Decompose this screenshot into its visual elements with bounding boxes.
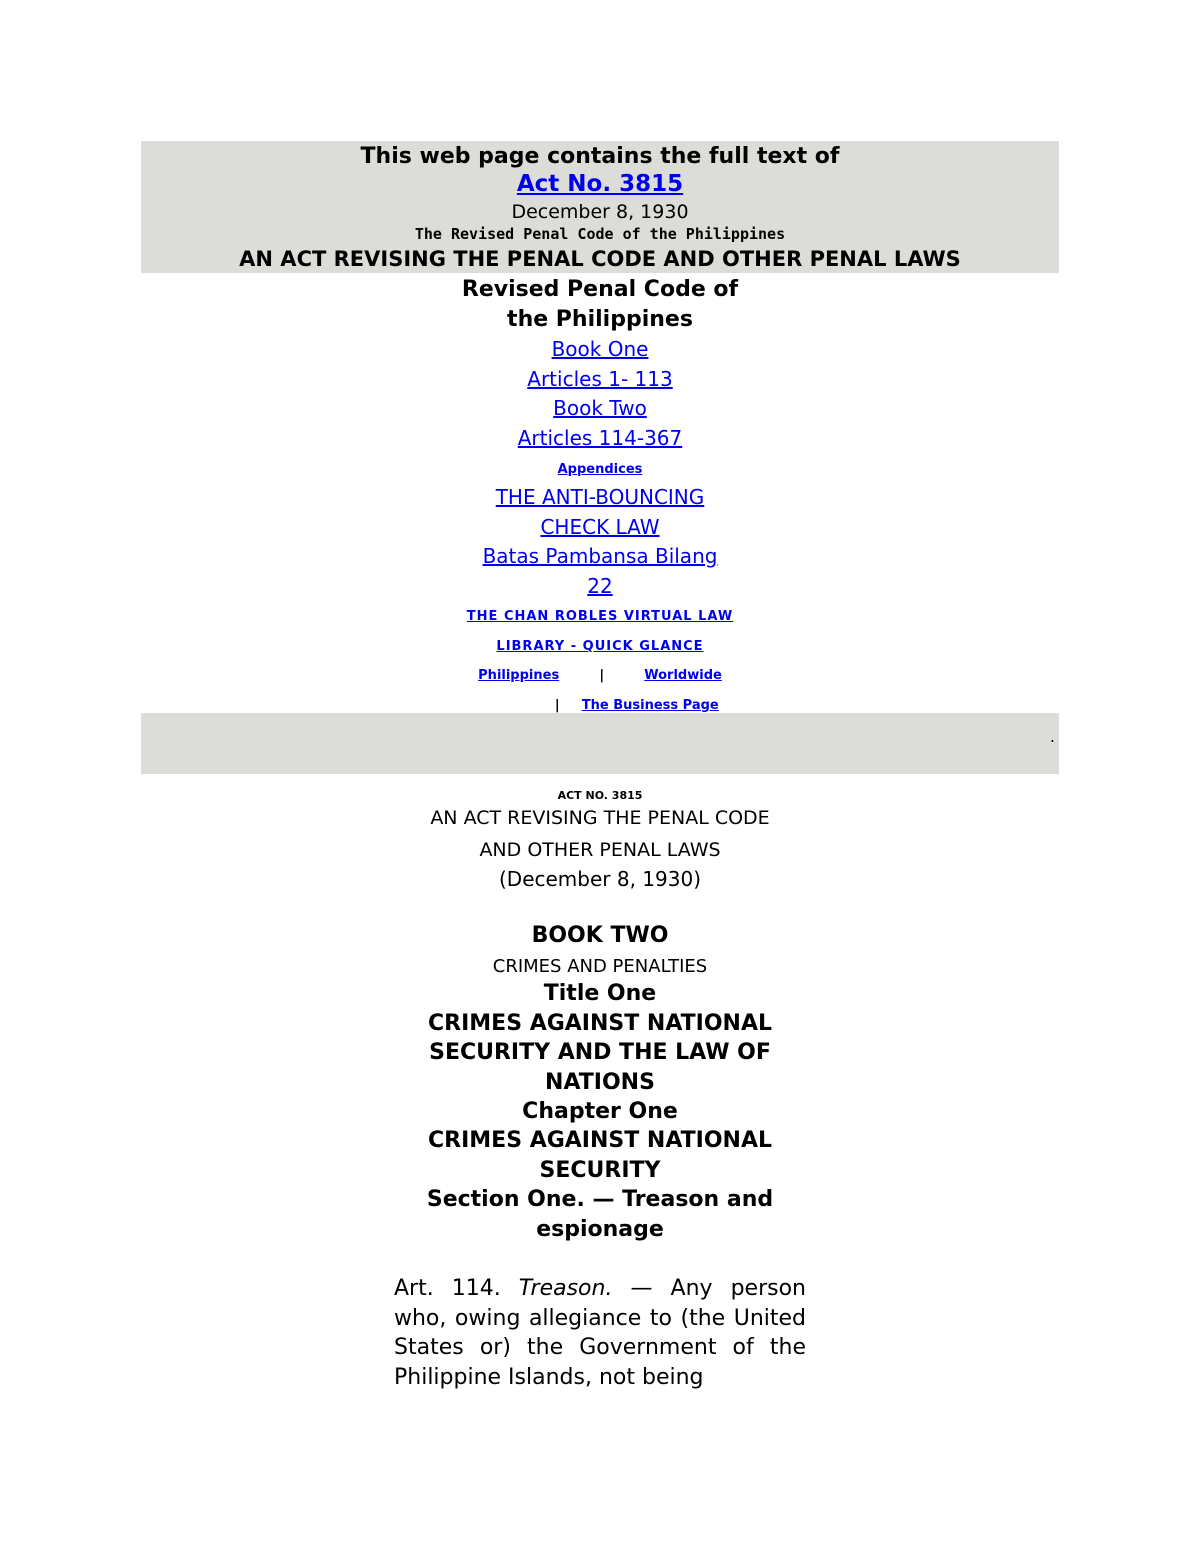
title-name-2: SECURITY AND THE LAW OF: [429, 1040, 771, 1065]
section-heading-2: espionage: [536, 1217, 664, 1242]
act-link[interactable]: Act No. 3815: [516, 171, 684, 197]
toc-heading-2: the Philippines: [507, 307, 693, 332]
anti-bouncing-wrap-1: [0, 485, 1200, 509]
act-subtitle: The Revised Penal Code of the Philippines: [414, 225, 786, 243]
articles-2-wrap: [0, 426, 1200, 450]
library-link-1[interactable]: THE CHAN ROBLES VIRTUAL LAW: [466, 609, 734, 624]
business-links: [0, 698, 1200, 713]
link-separator: |: [599, 668, 605, 683]
article-heading: Treason.: [518, 1276, 613, 1301]
library-link-2[interactable]: LIBRARY - QUICK GLANCE: [496, 639, 704, 654]
act-date: December 8, 1930: [511, 201, 689, 223]
act-no: ACT NO. 3815: [557, 789, 643, 802]
articles-114-367-link[interactable]: Articles 114-367: [517, 426, 683, 450]
footer-band: [141, 713, 1059, 774]
title-name-3: NATIONS: [545, 1070, 655, 1095]
articles-1-wrap: [0, 367, 1200, 391]
link-separator-2: |: [554, 698, 560, 713]
chapter-name-1: CRIMES AGAINST NATIONAL: [428, 1128, 772, 1153]
chapter-heading: Chapter One: [522, 1099, 678, 1124]
book-subheading: CRIMES AND PENALTIES: [492, 956, 708, 977]
section-heading-1: Section One. — Treason and: [426, 1187, 774, 1212]
toc-heading-1: Revised Penal Code of: [461, 277, 739, 302]
anti-bouncing-link-2[interactable]: CHECK LAW: [540, 515, 660, 539]
footer-dot: .: [1049, 727, 1055, 746]
anti-bouncing-wrap-2: [0, 515, 1200, 539]
act-title: AN ACT REVISING THE PENAL CODE AND OTHER PENAL LAWS: [239, 247, 961, 271]
batas-link-1[interactable]: Batas Pambansa Bilang: [482, 544, 718, 568]
philippines-link[interactable]: Philippines: [478, 668, 560, 683]
act-link-wrap: [0, 171, 1200, 197]
book-two-wrap: [0, 396, 1200, 420]
batas-link-2[interactable]: 22: [587, 574, 613, 598]
anti-bouncing-link-1[interactable]: THE ANTI-BOUNCING: [495, 485, 705, 509]
book-heading: BOOK TWO: [531, 923, 669, 948]
article-114: [394, 1274, 806, 1392]
book-one-link[interactable]: Book One: [551, 337, 649, 361]
business-page-link[interactable]: The Business Page: [581, 698, 719, 713]
library-wrap-1: [0, 609, 1200, 624]
worldwide-link[interactable]: Worldwide: [644, 668, 722, 683]
batas-wrap-2: [0, 574, 1200, 598]
book-one-wrap: [0, 337, 1200, 361]
title-name-1: CRIMES AGAINST NATIONAL: [428, 1011, 772, 1036]
appendices-wrap: [0, 462, 1200, 477]
article-number: Art. 114.: [394, 1276, 501, 1301]
body-act-title-2: AND OTHER PENAL LAWS: [479, 839, 721, 861]
articles-1-113-link[interactable]: Articles 1- 113: [527, 367, 673, 391]
chapter-name-2: SECURITY: [539, 1158, 661, 1183]
article-text: — Any person who, owing allegiance to (the United States or) the Government of the Philippine Islands, not being: [394, 1276, 806, 1390]
intro-text: This web page contains the full text of: [360, 144, 840, 169]
title-heading: Title One: [543, 981, 657, 1006]
region-links: [0, 668, 1200, 683]
appendices-link[interactable]: Appendices: [557, 462, 643, 477]
book-two-link[interactable]: Book Two: [553, 396, 647, 420]
body-act-date: (December 8, 1930): [498, 867, 701, 891]
library-wrap-2: [0, 639, 1200, 654]
body-act-title-1: AN ACT REVISING THE PENAL CODE: [430, 807, 770, 829]
batas-wrap-1: [0, 544, 1200, 568]
